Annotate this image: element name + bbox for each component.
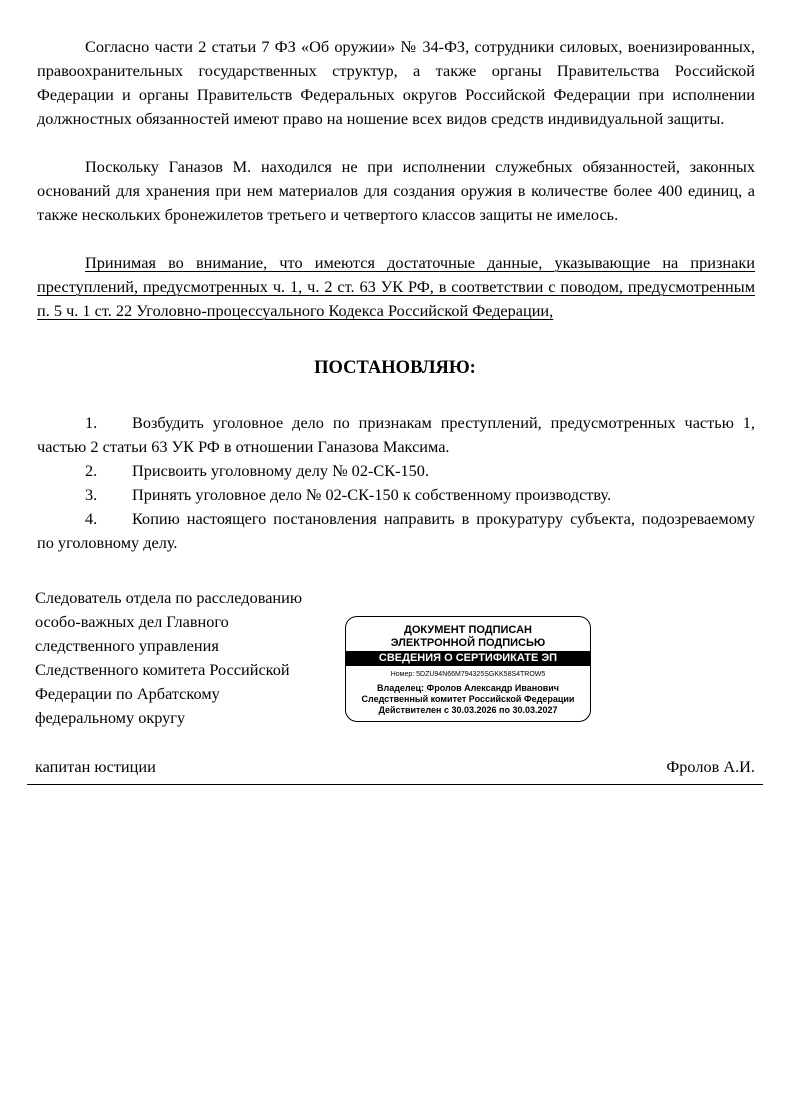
electronic-signature-stamp — [345, 616, 591, 722]
signatory-position-line: Следственного комитета Российской — [35, 660, 290, 679]
signatory-name: Фролов А.И. — [666, 757, 755, 776]
stamp-organization: Следственный комитет Российской Федерации — [361, 694, 575, 704]
item-text: Присвоить уголовному делу № 02-СК-150. — [132, 461, 430, 480]
resolution-item-2 — [37, 459, 755, 483]
paragraph-considering: Принимая во внимание, что имеются достаточные данные, указывающие на признаки преступлений, предусмотренных ч. 1, ч. 2 ст. 63 УК РФ, в соответствии с поводом, предусмотренным п. 5 ч. 1 ст. 22 Уголовно-процессуального Кодекса Российской Федерации, — [37, 253, 755, 320]
item-number: 4. — [85, 509, 98, 528]
item-text: Принять уголовное дело № 02-СК-150 к собственному производству. — [132, 485, 612, 504]
resolution-heading: ПОСТАНОВЛЯЮ: — [314, 358, 476, 378]
signatory-position-line: Следователь отдела по расследованию — [35, 588, 303, 607]
stamp-title-line-2: ЭЛЕКТРОННОЙ ПОДПИСЬЮ — [390, 637, 546, 649]
signatory-position — [35, 586, 335, 730]
resolution-item-3 — [37, 483, 755, 507]
stamp-validity: Действителен с 30.03.2026 по 30.03.2027 — [378, 705, 558, 715]
stamp-title-line-1: ДОКУМЕНТ ПОДПИСАН — [404, 624, 532, 636]
signatory-position-line: Федерации по Арбатскому — [35, 684, 220, 703]
bottom-divider — [27, 784, 763, 785]
signatory-position-line: особо-важных дел Главного — [35, 612, 229, 631]
resolution-item-4 — [37, 507, 755, 555]
paragraph-weapons-law: Согласно части 2 статьи 7 ФЗ «Об оружии» № 34-ФЗ, сотрудники силовых, военизированных, правоохранительных государственных структур, а также органы Правительства Российской Федерации и органы Правительств Федеральных округов Российской Федерации при исполнении должностных обязанностей имеют право на ношение всех видов средств индивидуальной защиты. — [37, 37, 755, 128]
item-number: 3. — [85, 485, 98, 504]
stamp-owner: Владелец: Фролов Александр Иванович — [376, 683, 560, 693]
signatory-rank: капитан юстиции — [35, 757, 156, 776]
signatory-position-line: федеральному округу — [35, 708, 186, 727]
stamp-certificate-band: СВЕДЕНИЯ О СЕРТИФИКАТЕ ЭП — [346, 651, 590, 666]
paragraph-no-grounds: Поскольку Ганазов М. находился не при исполнении служебных обязанностей, законных оснований для хранения при нем материалов для создания оружия в количестве более 400 единиц, а также нескольких бронежилетов третьего и четвертого классов защиты не имелось. — [37, 157, 755, 224]
item-number: 1. — [85, 413, 98, 432]
resolution-item-1 — [37, 411, 755, 459]
item-text: Возбудить уголовное дело по признакам преступлений, предусмотренных частью 1, частью 2 статьи 63 УК РФ в отношении Ганазова Максима. — [37, 413, 755, 456]
item-number: 2. — [85, 461, 98, 480]
stamp-serial-number: Номер: 5DZU94N66M794325SGKK58S4TROW5 — [390, 671, 546, 678]
item-text: Копию настоящего постановления направить в прокуратуру субъекта, подозреваемому по уголовному делу. — [37, 509, 755, 552]
signatory-position-line: следственного управления — [35, 636, 219, 655]
